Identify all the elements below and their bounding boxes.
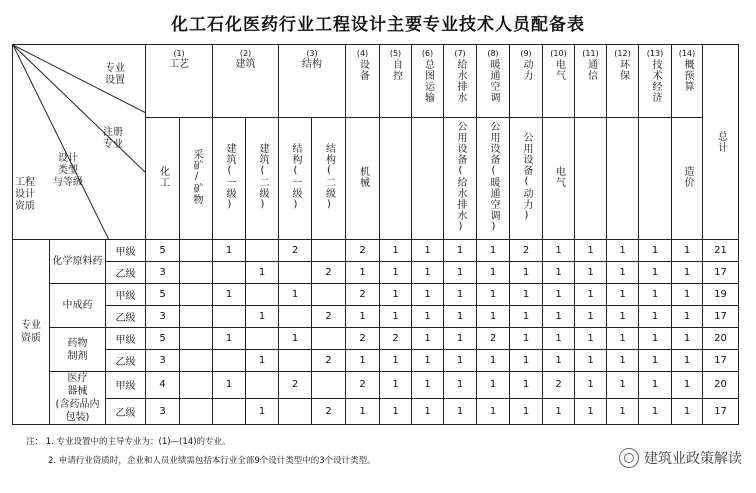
- table-row: [13, 284, 739, 306]
- count-cell: [312, 328, 346, 350]
- count-cell: 3: [146, 398, 180, 425]
- watermark-text: 建筑业政策解读: [644, 451, 742, 467]
- count-cell: 5: [146, 284, 180, 306]
- count-cell: 1: [346, 262, 380, 284]
- count-cell: 1: [575, 262, 607, 284]
- count-cell: 1: [575, 398, 607, 425]
- count-cell: [312, 372, 346, 399]
- watermark: [619, 448, 742, 468]
- count-cell: 1: [213, 284, 246, 306]
- count-cell: [180, 372, 213, 399]
- count-cell: 1: [510, 284, 543, 306]
- count-cell: [180, 240, 213, 262]
- count-cell: 2: [279, 372, 312, 399]
- count-cell: 1: [380, 284, 412, 306]
- grade-cell: 乙级: [106, 306, 146, 328]
- count-cell: 4: [146, 372, 180, 399]
- count-cell: [180, 284, 213, 306]
- count-cell: 1: [510, 398, 543, 425]
- count-cell: 2: [346, 328, 380, 350]
- count-cell: [180, 262, 213, 284]
- count-cell: 1: [477, 240, 510, 262]
- count-cell: 1: [575, 328, 607, 350]
- count-cell: 1: [607, 262, 639, 284]
- major-header-12: (12) 环保: [607, 45, 639, 118]
- count-cell: 1: [444, 284, 477, 306]
- reg-specialty-cell: 采矿/矿物: [180, 118, 213, 240]
- design-type-cell: 中成药: [50, 284, 106, 328]
- count-cell: 1: [412, 262, 444, 284]
- count-cell: 1: [213, 328, 246, 350]
- corner-type-label: 设计 类型 与等级: [53, 153, 83, 188]
- count-cell: 1: [279, 284, 312, 306]
- reg-specialty-cell: [380, 118, 412, 240]
- count-cell: 1: [444, 262, 477, 284]
- total-cell: 20: [703, 372, 739, 399]
- corner-qual-label: 工程 设计 资质: [15, 177, 35, 212]
- count-cell: 1: [543, 262, 575, 284]
- corner-header: [13, 45, 146, 240]
- design-type-cell: 药物 制剂: [50, 328, 106, 372]
- total-cell: 17: [703, 350, 739, 372]
- reg-specialty-cell: 化工: [146, 118, 180, 240]
- total-cell: 17: [703, 262, 739, 284]
- major-header-13: (13) 技术经济: [639, 45, 672, 118]
- major-header-14: (14) 概预算: [672, 45, 703, 118]
- count-cell: 5: [146, 240, 180, 262]
- count-cell: 1: [672, 240, 703, 262]
- count-cell: 1: [477, 398, 510, 425]
- design-type-cell: 化学原料药: [50, 240, 106, 284]
- count-cell: [213, 398, 246, 425]
- count-cell: 1: [380, 262, 412, 284]
- count-cell: 1: [607, 240, 639, 262]
- count-cell: 1: [412, 306, 444, 328]
- count-cell: 1: [279, 328, 312, 350]
- count-cell: 1: [672, 328, 703, 350]
- total-cell: 20: [703, 328, 739, 350]
- count-cell: 1: [543, 240, 575, 262]
- count-cell: 1: [213, 372, 246, 399]
- data-rows: [13, 240, 739, 425]
- page-title: 化工石化医药行业工程设计主要专业技术人员配备表: [171, 15, 585, 35]
- grade-cell: 乙级: [106, 398, 146, 425]
- major-header-8: (8) 暖通空调: [477, 45, 510, 118]
- total-cell: 17: [703, 306, 739, 328]
- count-cell: 1: [380, 240, 412, 262]
- count-cell: 1: [672, 398, 703, 425]
- count-cell: 1: [246, 306, 279, 328]
- count-cell: 1: [543, 284, 575, 306]
- count-cell: 1: [346, 398, 380, 425]
- reg-specialty-cell: 机械: [346, 118, 380, 240]
- count-cell: 2: [346, 240, 380, 262]
- count-cell: 1: [639, 262, 672, 284]
- reg-specialty-cell: [607, 118, 639, 240]
- count-cell: 1: [575, 350, 607, 372]
- count-cell: [180, 306, 213, 328]
- corner-reg-label: 注册 专业: [103, 127, 123, 150]
- count-cell: 2: [510, 240, 543, 262]
- table-row: [13, 372, 739, 399]
- count-cell: 2: [346, 284, 380, 306]
- reg-specialty-cell: 电气: [543, 118, 575, 240]
- count-cell: 1: [543, 328, 575, 350]
- table-row: [13, 398, 739, 425]
- count-cell: 1: [477, 262, 510, 284]
- table-row: [13, 328, 739, 350]
- count-cell: 1: [444, 328, 477, 350]
- count-cell: 2: [543, 372, 575, 399]
- count-cell: 1: [639, 240, 672, 262]
- count-cell: [312, 284, 346, 306]
- count-cell: 3: [146, 306, 180, 328]
- major-header-3: (3) 结构: [279, 45, 346, 118]
- count-cell: 2: [312, 350, 346, 372]
- count-cell: 1: [412, 398, 444, 425]
- reg-specialty-cell: 造价: [672, 118, 703, 240]
- reg-specialty-cell: 结构(二级): [312, 118, 346, 240]
- count-cell: 1: [672, 284, 703, 306]
- count-cell: [180, 398, 213, 425]
- count-cell: 1: [607, 306, 639, 328]
- count-cell: 1: [246, 398, 279, 425]
- count-cell: 1: [510, 372, 543, 399]
- major-header-2: (2) 建筑: [213, 45, 279, 118]
- count-cell: 1: [444, 372, 477, 399]
- count-cell: 1: [412, 372, 444, 399]
- count-cell: 3: [146, 262, 180, 284]
- count-cell: 1: [607, 398, 639, 425]
- count-cell: [279, 350, 312, 372]
- count-cell: 1: [639, 328, 672, 350]
- count-cell: [246, 240, 279, 262]
- count-cell: 1: [412, 284, 444, 306]
- count-cell: 1: [543, 398, 575, 425]
- count-cell: 1: [510, 328, 543, 350]
- count-cell: 1: [510, 306, 543, 328]
- count-cell: [180, 350, 213, 372]
- count-cell: 2: [312, 398, 346, 425]
- count-cell: 1: [380, 306, 412, 328]
- major-header-11: (11) 通信: [575, 45, 607, 118]
- grade-cell: 甲级: [106, 240, 146, 262]
- count-cell: 1: [639, 306, 672, 328]
- count-cell: 1: [380, 372, 412, 399]
- grade-cell: 甲级: [106, 328, 146, 350]
- count-cell: 1: [380, 350, 412, 372]
- reg-specialty-cell: 公用设备(给水排水): [444, 118, 477, 240]
- count-cell: 1: [444, 350, 477, 372]
- count-cell: 1: [213, 240, 246, 262]
- design-type-cell: 医疗 器械 (含药品内 包装): [50, 372, 106, 425]
- corner-setting-label: 专业 设置: [105, 63, 125, 86]
- wechat-icon: [619, 448, 639, 468]
- total-cell: 21: [703, 240, 739, 262]
- count-cell: 1: [543, 306, 575, 328]
- count-cell: [279, 262, 312, 284]
- count-cell: 2: [346, 372, 380, 399]
- major-header-7: (7) 给水排水: [444, 45, 477, 118]
- count-cell: 1: [246, 350, 279, 372]
- count-cell: 1: [444, 398, 477, 425]
- major-header-9: (9) 动力: [510, 45, 543, 118]
- staffing-table: [12, 44, 739, 425]
- count-cell: 1: [346, 306, 380, 328]
- grade-cell: 甲级: [106, 284, 146, 306]
- count-cell: 1: [607, 284, 639, 306]
- count-cell: 1: [477, 372, 510, 399]
- table-row: [13, 240, 739, 262]
- grade-cell: 乙级: [106, 350, 146, 372]
- count-cell: 3: [146, 350, 180, 372]
- major-header-row: [13, 45, 739, 118]
- count-cell: 1: [477, 306, 510, 328]
- count-cell: [180, 328, 213, 350]
- reg-specialty-cell: [412, 118, 444, 240]
- reg-specialty-cell: 公用设备(暖通空调): [477, 118, 510, 240]
- table-row: [13, 262, 739, 284]
- count-cell: 1: [510, 262, 543, 284]
- note-2: 2. 申请行业资质时，企业和人员业绩需包括本行业全部9个设计类型中的3个设计类型。: [48, 456, 376, 466]
- count-cell: 1: [575, 284, 607, 306]
- count-cell: [246, 372, 279, 399]
- major-header-5: (5) 自控: [380, 45, 412, 118]
- count-cell: [213, 306, 246, 328]
- count-cell: 1: [412, 240, 444, 262]
- count-cell: 1: [510, 350, 543, 372]
- count-cell: 1: [672, 306, 703, 328]
- major-header-4: (4) 设备: [346, 45, 380, 118]
- total-cell: 17: [703, 398, 739, 425]
- reg-specialty-cell: 建筑(二级): [246, 118, 279, 240]
- count-cell: 5: [146, 328, 180, 350]
- qualification-cell: 专业 资质: [13, 240, 50, 425]
- count-cell: 1: [607, 350, 639, 372]
- count-cell: [213, 262, 246, 284]
- reg-specialty-cell: [639, 118, 672, 240]
- count-cell: 1: [575, 372, 607, 399]
- count-cell: 1: [246, 262, 279, 284]
- reg-specialty-cell: 公用设备(动力): [510, 118, 543, 240]
- count-cell: 1: [477, 350, 510, 372]
- count-cell: 1: [639, 350, 672, 372]
- count-cell: 1: [672, 372, 703, 399]
- count-cell: [279, 398, 312, 425]
- count-cell: 1: [444, 240, 477, 262]
- count-cell: [246, 328, 279, 350]
- total-header: 总计: [703, 45, 739, 240]
- major-header-1: (1) 工艺: [146, 45, 213, 118]
- grade-cell: 乙级: [106, 262, 146, 284]
- count-cell: 1: [639, 284, 672, 306]
- count-cell: 1: [412, 328, 444, 350]
- count-cell: 1: [672, 262, 703, 284]
- count-cell: [246, 284, 279, 306]
- count-cell: 2: [279, 240, 312, 262]
- reg-specialty-cell: 建筑(一级): [213, 118, 246, 240]
- count-cell: 1: [412, 350, 444, 372]
- count-cell: [312, 240, 346, 262]
- major-header-10: (10) 电气: [543, 45, 575, 118]
- count-cell: 1: [444, 306, 477, 328]
- major-header-6: (6) 总图运输: [412, 45, 444, 118]
- count-cell: 1: [575, 240, 607, 262]
- count-cell: 1: [346, 350, 380, 372]
- count-cell: 1: [380, 398, 412, 425]
- count-cell: 2: [477, 328, 510, 350]
- count-cell: 1: [575, 306, 607, 328]
- count-cell: 2: [380, 328, 412, 350]
- note-1: 注： 1. 专业设置中的主导专业为：(1)—(14)的专业。: [26, 437, 231, 447]
- count-cell: [213, 350, 246, 372]
- count-cell: 1: [672, 350, 703, 372]
- count-cell: 2: [312, 306, 346, 328]
- count-cell: 1: [477, 284, 510, 306]
- count-cell: 1: [607, 372, 639, 399]
- notes: [26, 433, 376, 471]
- table-row: [13, 306, 739, 328]
- grade-cell: 甲级: [106, 372, 146, 399]
- count-cell: 1: [639, 398, 672, 425]
- count-cell: 1: [607, 328, 639, 350]
- count-cell: 2: [312, 262, 346, 284]
- count-cell: 1: [639, 372, 672, 399]
- count-cell: [279, 306, 312, 328]
- total-cell: 19: [703, 284, 739, 306]
- count-cell: 1: [543, 350, 575, 372]
- reg-specialty-cell: [575, 118, 607, 240]
- reg-specialty-cell: 结构(一级): [279, 118, 312, 240]
- table-row: [13, 350, 739, 372]
